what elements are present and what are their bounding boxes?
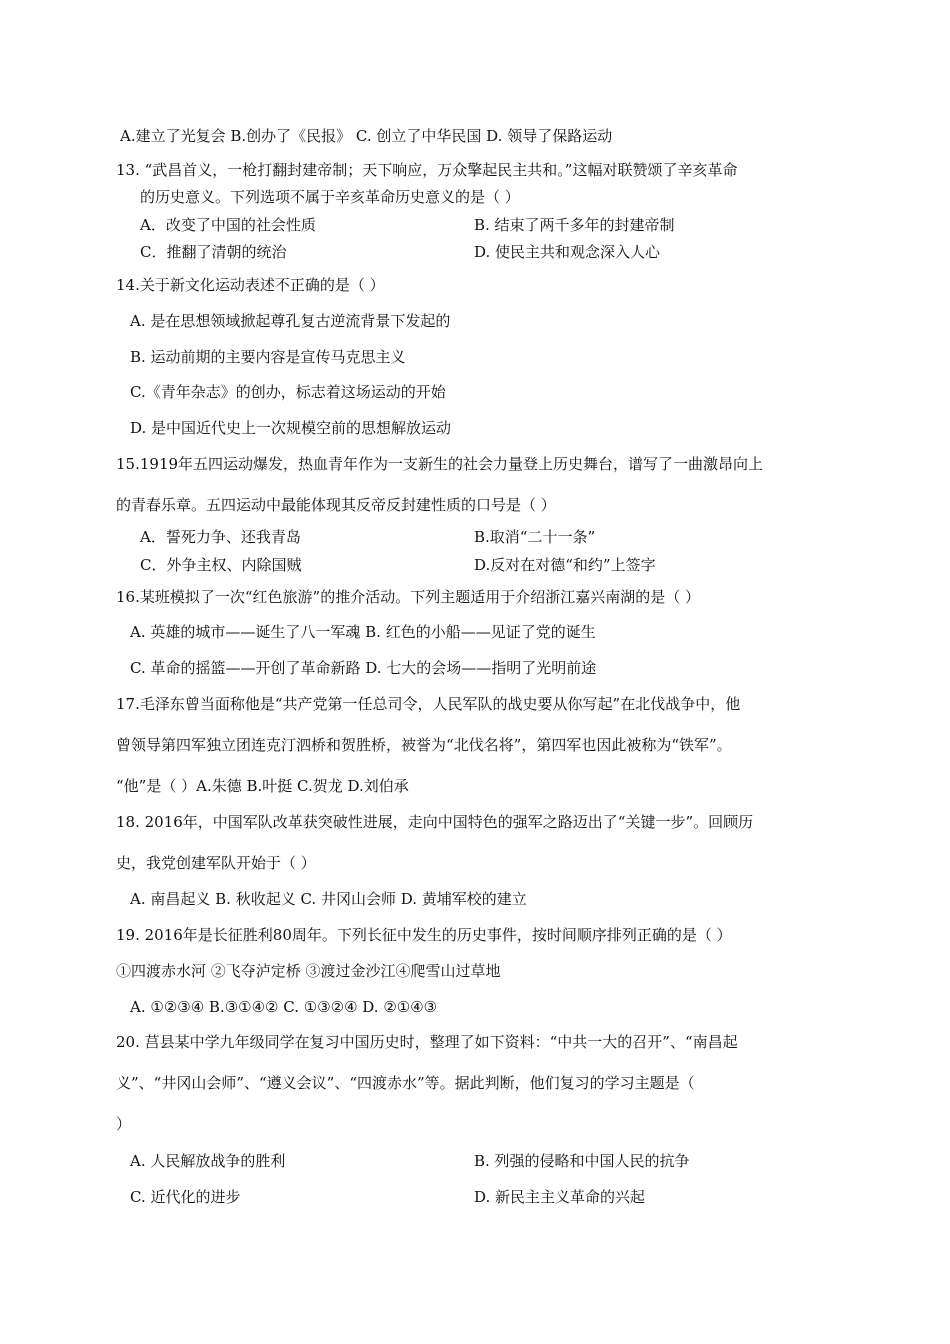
q15-option-a: A．誓死力争、还我青岛: [140, 528, 301, 546]
q15-options-row2: [140, 555, 840, 575]
q13-options-row1: [140, 215, 840, 235]
q15-option-c: C．外争主权、内除国贼: [140, 556, 302, 574]
q14-option-b: B. 运动前期的主要内容是宣传马克思主义: [130, 348, 406, 366]
q17-stem-line1: 17.毛泽东曾当面称他是“共产党第一任总司令，人民军队的战史要从你写起”在北伐战争中，他: [116, 695, 741, 713]
q20-options-row2: [130, 1187, 850, 1207]
q19-options: A. ①②③④ B.③①④② C. ①③②④ D. ②①④③: [130, 998, 438, 1016]
q14-option-c: C.《青年杂志》的创办，标志着这场运动的开始: [130, 383, 446, 401]
q15-option-b: B.取消“二十一条”: [474, 528, 596, 546]
q16-options-cd: C. 革命的摇篮——开创了革命新路 D. 七大的会场——指明了光明前途: [130, 659, 597, 677]
q17-stem-line2: 曾领导第四军独立团连克汀泗桥和贺胜桥，被誉为“北伐名将”，第四军也因此被称为“铁军”。: [116, 736, 732, 754]
q15-stem-line1: 15.1919年五四运动爆发，热血青年作为一支新生的社会力量登上历史舞台，谱写了一曲激昂向上: [116, 455, 764, 473]
q20-options-row1: [130, 1151, 850, 1171]
q19-events: ①四渡赤水河 ②飞夺泸定桥 ③渡过金沙江④爬雪山过草地: [116, 962, 501, 980]
q20-option-d: D. 新民主主义革命的兴起: [474, 1188, 646, 1206]
q18-stem-line1: 18. 2016年，中国军队改革获突破性进展，走向中国特色的强军之路迈出了“关键一步”。回顾历: [116, 813, 754, 831]
q20-stem-line1: 20. 莒县某中学九年级同学在复习中国历史时，整理了如下资料：“中共一大的召开”、“南昌起: [116, 1033, 738, 1051]
q14-stem: 14.关于新文化运动表述不正确的是（ ）: [116, 276, 385, 294]
q16-options-ab: A. 英雄的城市——诞生了八一军魂 B. 红色的小船——见证了党的诞生: [130, 623, 596, 641]
q13-option-a: A．改变了中国的社会性质: [140, 216, 316, 234]
q20-option-c: C. 近代化的进步: [130, 1188, 241, 1206]
q12-options: A.建立了光复会 B.创办了《民报》 C. 创立了中华民国 D. 领导了保路运动: [120, 127, 613, 145]
q14-option-a: A. 是在思想领域掀起尊孔复古逆流背景下发起的: [130, 312, 451, 330]
q13-option-b: B. 结束了两千多年的封建帝制: [474, 216, 675, 234]
q15-option-d: D.反对在对德“和约”上签字: [474, 556, 656, 574]
q20-option-b: B. 列强的侵略和中国人民的抗争: [474, 1152, 690, 1170]
q13-option-c: C．推翻了清朝的统治: [140, 243, 287, 261]
q20-option-a: A. 人民解放战争的胜利: [130, 1152, 286, 1170]
q18-stem-line2: 史，我党创建军队开始于（ ）: [116, 854, 316, 872]
q16-stem: 16.某班模拟了一次“红色旅游”的推介活动。下列主题适用于介绍浙江嘉兴南湖的是（ ）: [116, 588, 700, 606]
q14-option-d: D. 是中国近代史上一次规模空前的思想解放运动: [130, 419, 452, 437]
q13-stem-line1: 13. “武昌首义，一枪打翻封建帝制；天下响应，万众擎起民主共和。”这幅对联赞颂了辛亥革命: [116, 161, 738, 179]
q20-stem-line3: ）: [116, 1115, 132, 1133]
q15-stem-line2: 的青春乐章。五四运动中最能体现其反帝反封建性质的口号是（ ）: [116, 496, 556, 514]
q20-stem-line2: 义”、“井冈山会师”、“遵义会议”、“四渡赤水”等。据此判断，他们复习的学习主题是（: [116, 1074, 695, 1092]
q17-stem-line3: “他”是（ ）A.朱德 B.叶挺 C.贺龙 D.刘伯承: [116, 777, 409, 795]
q13-options-row2: [140, 242, 840, 262]
q13-stem-line2: 的历史意义。下列选项不属于辛亥革命历史意义的是（ ）: [140, 188, 520, 206]
q19-stem: 19. 2016年是长征胜利80周年。下列长征中发生的历史事件，按时间顺序排列正确的是（ ）: [116, 926, 732, 944]
q13-option-d: D. 使民主共和观念深入人心: [474, 243, 661, 261]
q18-options: A. 南昌起义 B. 秋收起义 C. 井冈山会师 D. 黄埔军校的建立: [130, 890, 527, 908]
q15-options-row1: [140, 527, 840, 547]
